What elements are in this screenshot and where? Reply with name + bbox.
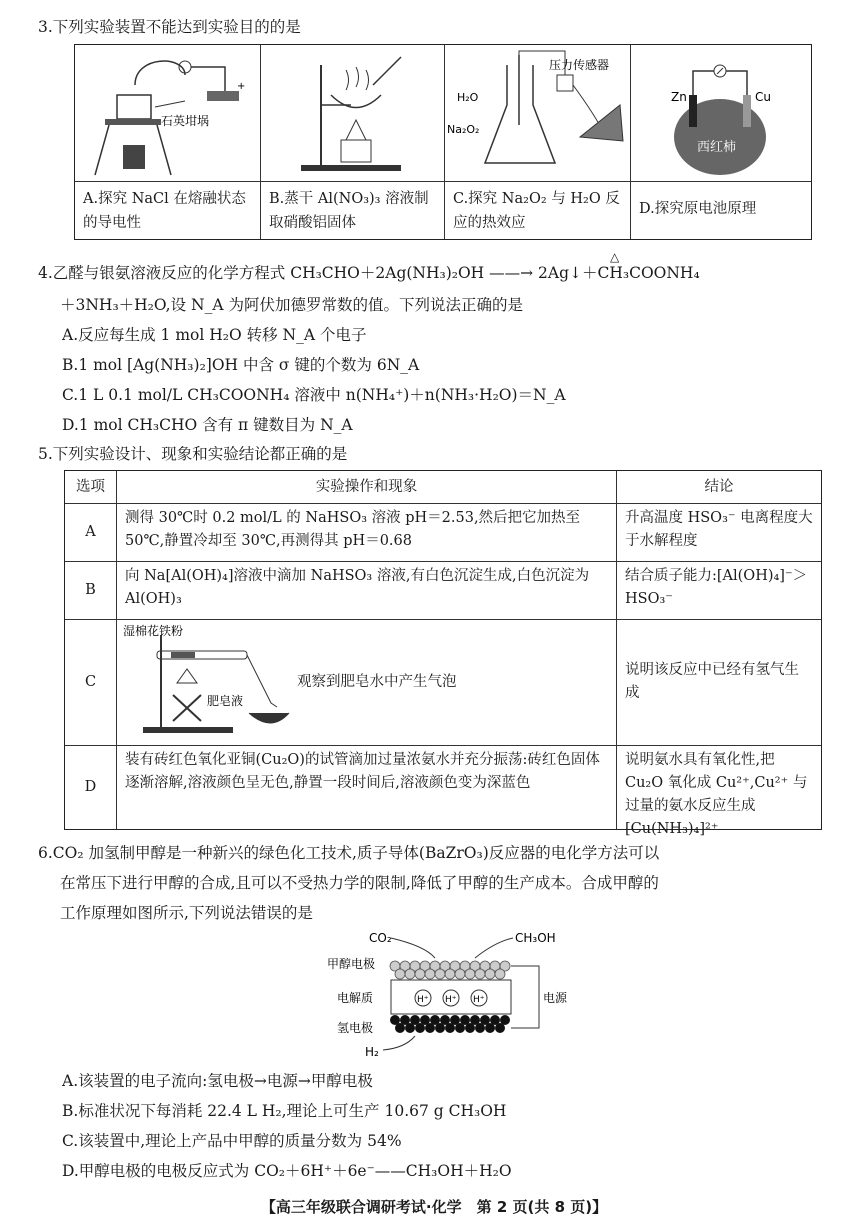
q5-row-b-option: B (65, 561, 117, 619)
q6-label-ch3oh: CH₃OH (515, 931, 556, 945)
q3-figure-c (445, 45, 630, 182)
q5-row-c-conclusion: 说明该反应中已经有氢气生成 (625, 662, 799, 701)
q6-proton-2: H⁺ (445, 995, 457, 1005)
q5-row-a-conclusion: 升高温度 HSO₃⁻ 电离程度大于水解程度 (625, 510, 813, 549)
q3-cell-c (445, 45, 631, 239)
q4-heat-mark: △ (610, 250, 620, 264)
q6-option-c: C.该装置中,理论上产品中甲醇的质量分数为 54% (62, 1132, 402, 1150)
q3-caption-a: A.探究 NaCl 在熔融状态的导电性 (83, 191, 246, 231)
q6-proton-1: H⁺ (417, 995, 429, 1005)
q3-table (74, 44, 812, 240)
q5-row-a-operation: 测得 30℃时 0.2 mol/L 的 NaHSO₃ 溶液 pH＝2.53,然后把它加热至 50℃,静置冷却至 30℃,再测得其 pH＝0.68 (117, 503, 617, 561)
q5-row-b-operation: 向 Na[Al(OH)₄]溶液中滴加 NaHSO₃ 溶液,有白色沉淀生成,白色沉淀为 Al(OH)₃ (117, 561, 617, 619)
q3-caption-d: D.探究原电池原理 (639, 201, 757, 217)
q6-label-methanol-electrode: 甲醇电极 (327, 957, 376, 971)
q6-option-d: D.甲醇电极的电极反应式为 CO₂＋6H⁺＋6e⁻——CH₃OH＋H₂O (62, 1162, 512, 1180)
q6-line1: 6.CO₂ 加氢制甲醇是一种新兴的绿色化工技术,质子导体(BaZrO₃)反应器的电化学方法可以 (38, 844, 660, 862)
q6-line3: 工作原理如图所示,下列说法错误的是 (60, 904, 313, 922)
q4-option-d: D.1 mol CH₃CHO 含有 π 键数目为 N_A (62, 416, 353, 434)
q3-cell-b (261, 45, 445, 239)
q4-option-c: C.1 L 0.1 mol/L CH₃COONH₄ 溶液中 n(NH₄⁺)＋n(NH₃·H₂O)＝N_A (62, 386, 566, 404)
q5-row-d-conclusion: 说明氨水具有氧化性,把 Cu₂O 氧化成 Cu²⁺,Cu²⁺ 与过量的氨水反应生成[Cu(NH₃)₄]²⁺ (625, 752, 808, 837)
q3-figure-b (261, 45, 444, 182)
svg-text:+: + (237, 81, 246, 92)
q3-figure-a (75, 45, 260, 182)
q5-row-c (65, 619, 821, 746)
q3-label-zn: Zn (671, 90, 687, 104)
q6-label-h2: H₂ (365, 1045, 379, 1059)
q4-line1: 4.乙醛与银氨溶液反应的化学方程式 CH₃CHO＋2Ag(NH₃)₂OH ——→ 2Ag↓＋CH₃COONH₄ (38, 264, 700, 282)
q3-label-cu: Cu (755, 90, 771, 104)
page-footer: 【高三年级联合调研考试·化学 第 2 页(共 8 页)】 (260, 1198, 608, 1216)
q6-figure (325, 928, 585, 1066)
q3-figure-d (631, 45, 811, 182)
q3-stem: 3.下列实验装置不能达到实验目的的是 (38, 18, 301, 36)
q6-option-a: A.该装置的电子流向:氢电极→电源→甲醇电极 (62, 1072, 373, 1090)
q6-option-b: B.标准状况下每消耗 22.4 L H₂,理论上可生产 10.67 g CH₃OH (62, 1102, 507, 1120)
q5-row-a (65, 503, 821, 562)
q4-option-a: A.反应每生成 1 mol H₂O 转移 N_A 个电子 (62, 326, 367, 344)
q5-row-a-option: A (65, 503, 117, 561)
q5-row-d (65, 745, 821, 837)
q5-label-ironpowder: 湿棉花铁粉 (123, 624, 184, 638)
q5-row-d-option: D (65, 745, 117, 829)
q3-cell-a (75, 45, 261, 239)
q3-label-tomato: 西红柿 (697, 140, 737, 155)
q3-label-na2o2: Na₂O₂ (447, 123, 480, 136)
q5-figure-c (121, 623, 291, 739)
q5-table (64, 470, 822, 837)
q3-caption-b: B.蒸干 Al(NO₃)₃ 溶液制取硝酸铝固体 (269, 191, 429, 231)
q5-header-conclusion: 结论 (704, 478, 734, 495)
q4-line2: ＋3NH₃＋H₂O,设 N_A 为阿伏加德罗常数的值。下列说法正确的是 (60, 296, 523, 314)
q5-header-option: 选项 (65, 471, 117, 503)
q6-label-co2: CO₂ (369, 931, 392, 945)
q5-label-soap: 肥皂液 (207, 694, 244, 708)
q6-line2: 在常压下进行甲醇的合成,且可以不受热力学的限制,降低了甲醇的生产成本。合成甲醇的 (60, 874, 659, 892)
q3-label-crucible: 石英坩埚 (161, 114, 210, 128)
q6-label-electrolyte: 电解质 (337, 991, 374, 1005)
q6-label-power-source: 电源 (543, 991, 568, 1005)
q3-label-water: H₂O (457, 91, 479, 104)
q5-header-operation: 实验操作和现象 (117, 471, 617, 503)
q5-row-b (65, 561, 821, 620)
q6-label-hydrogen-electrode: 氢电极 (337, 1021, 374, 1035)
q3-caption-c: C.探究 Na₂O₂ 与 H₂O 反应的热效应 (453, 191, 620, 231)
q4-option-b: B.1 mol [Ag(NH₃)₂]OH 中含 σ 键的个数为 6N_A (62, 356, 420, 374)
q5-header-row (65, 471, 821, 504)
q6-proton-3: H⁺ (473, 995, 485, 1005)
q5-stem: 5.下列实验设计、现象和实验结论都正确的是 (38, 445, 348, 463)
q5-row-c-option: C (65, 619, 117, 745)
q5-row-d-operation: 装有砖红色氧化亚铜(Cu₂O)的试管滴加过量浓氨水并充分振荡:砖红色固体逐渐溶解,溶液颜色呈无色,静置一段时间后,溶液颜色变为深蓝色 (117, 745, 617, 829)
q3-label-sensor: 压力传感器 (549, 58, 610, 72)
q5-row-b-conclusion: 结合质子能力:[Al(OH)₄]⁻＞HSO₃⁻ (625, 568, 808, 607)
q3-cell-d (631, 45, 811, 239)
q5-row-c-operation-cell (117, 619, 617, 745)
q5-row-c-operation: 观察到肥皂水中产生气泡 (297, 674, 457, 690)
